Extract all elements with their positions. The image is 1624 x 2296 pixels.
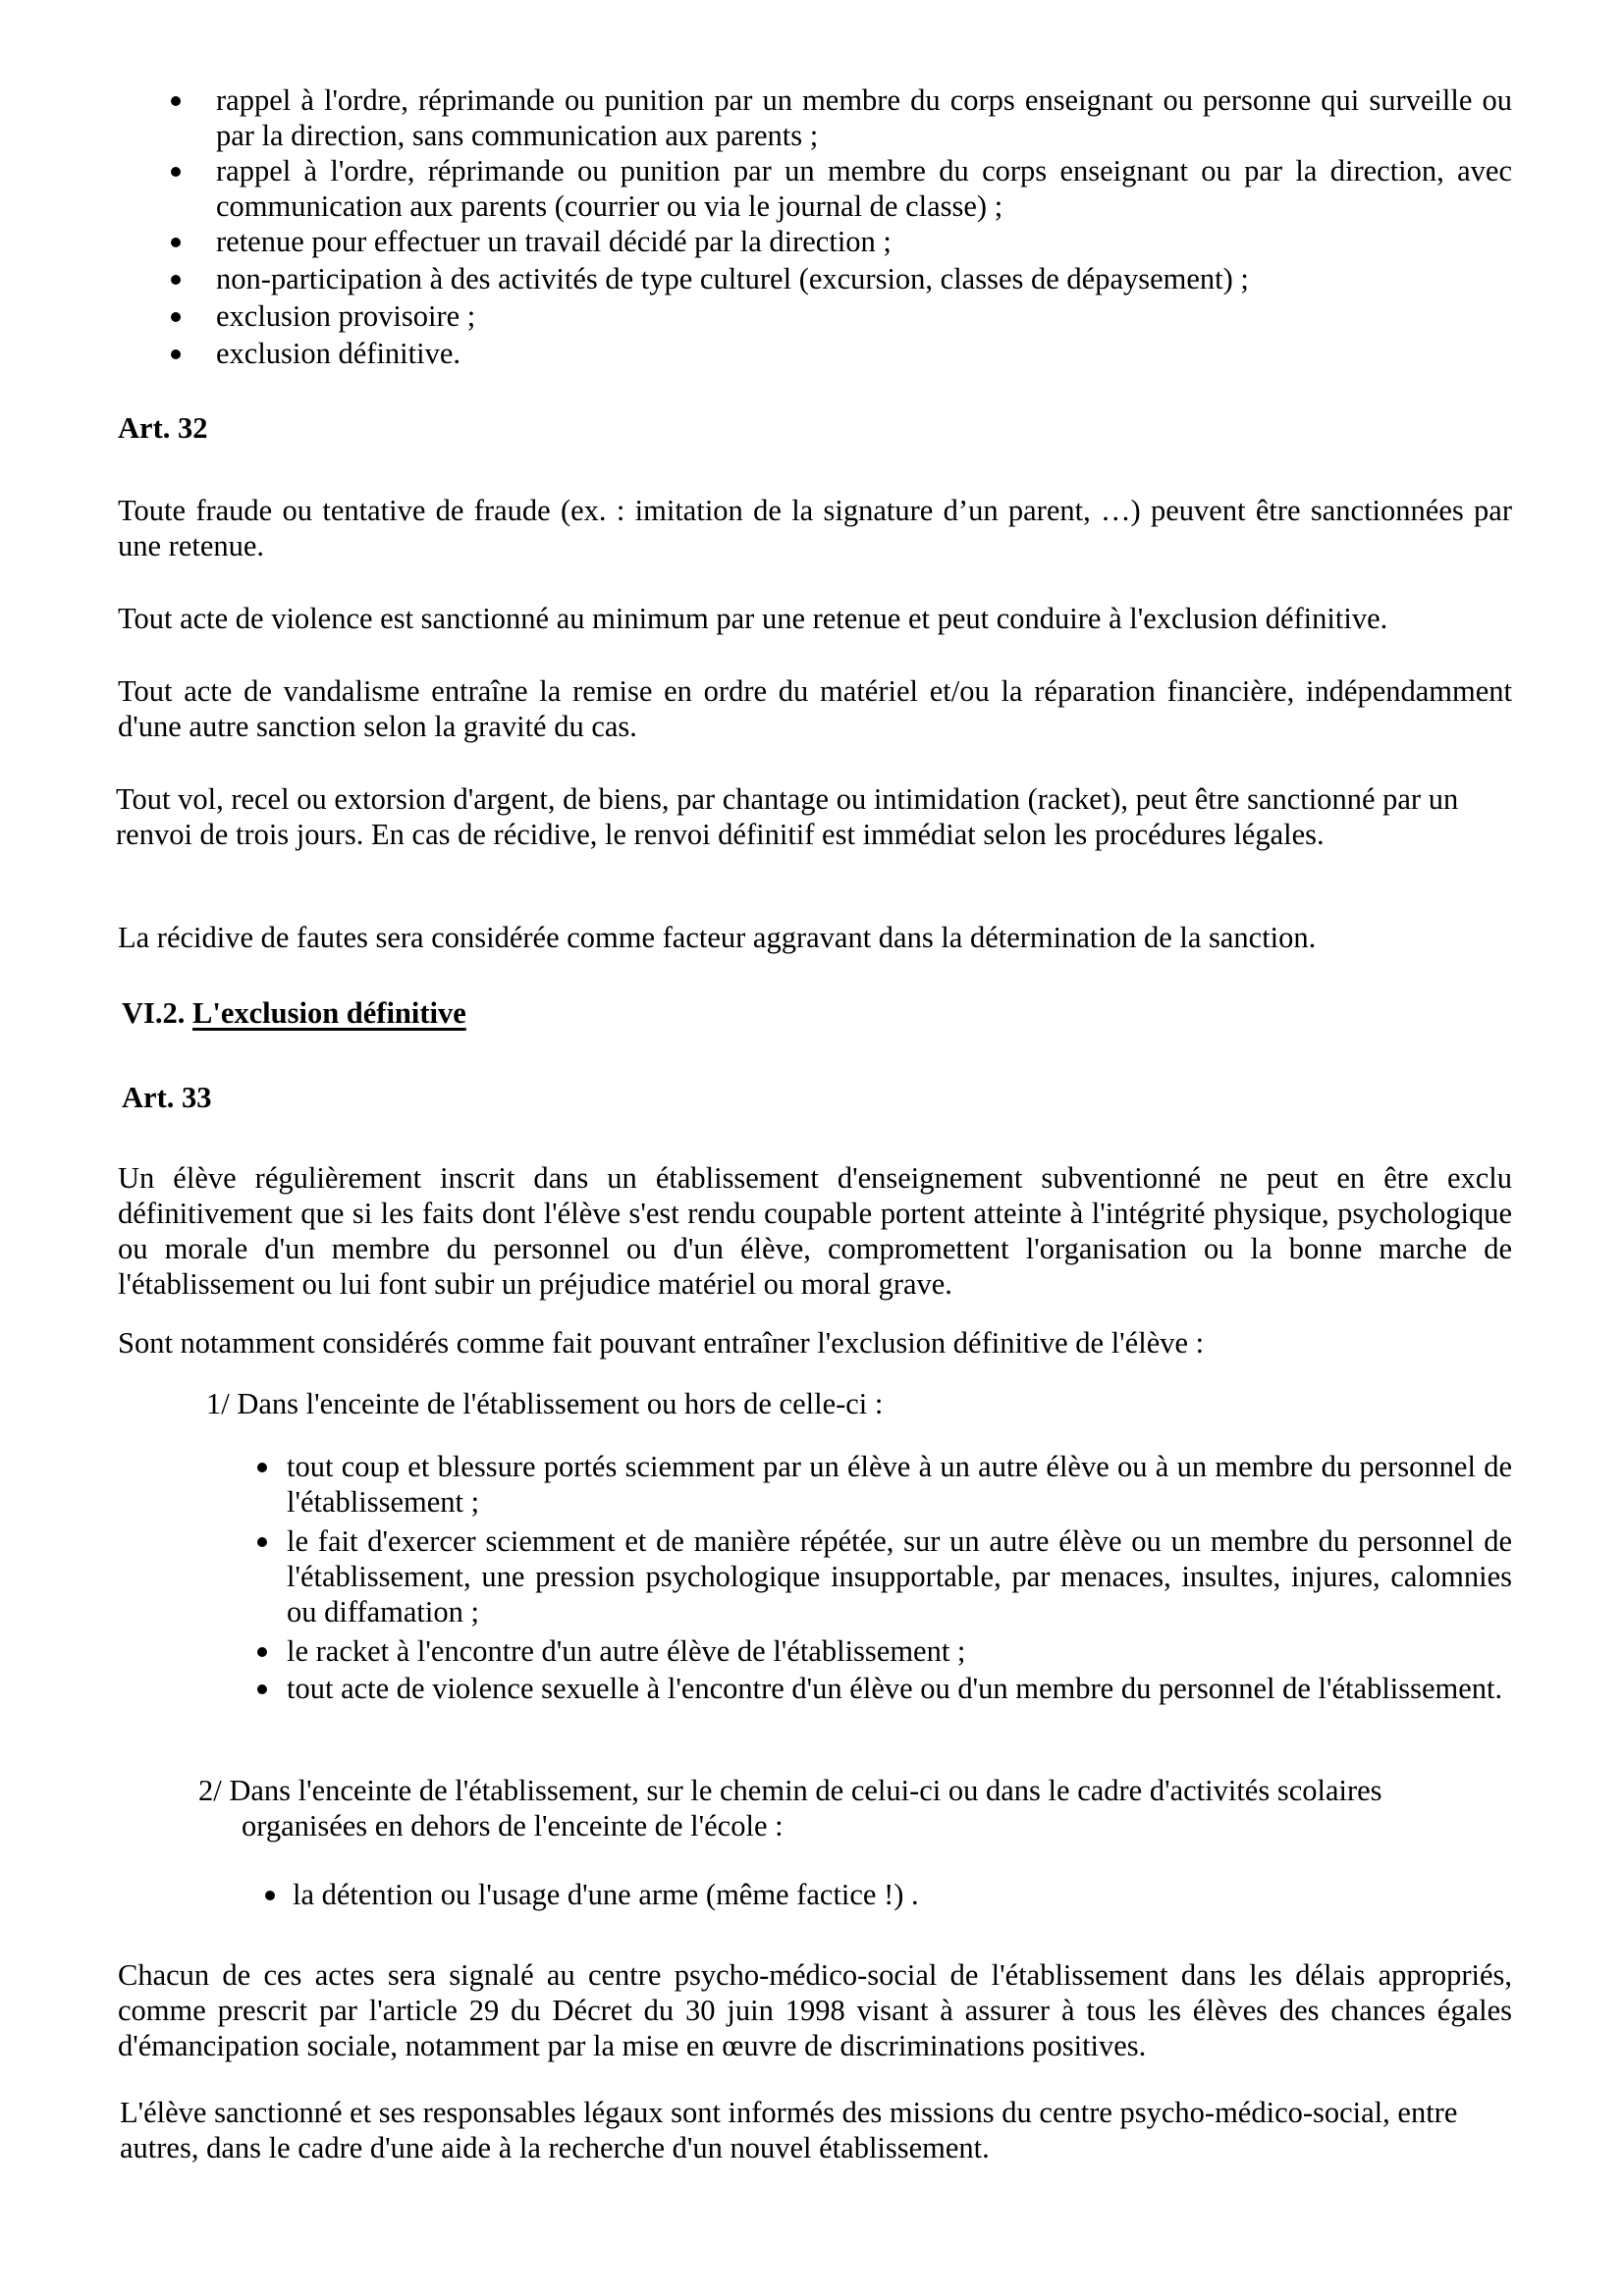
bullet-icon	[257, 1684, 267, 1694]
case-1-label: 1/ Dans l'enceinte de l'établissement ou hors de celle-ci :	[206, 1387, 884, 1420]
list-item: tout acte de violence sexuelle à l'encontre d'un élève ou d'un membre du personnel de l'établissement.	[253, 1671, 1512, 1745]
paragraph: L'élève sanctionné et ses responsables légaux sont informés des missions du centre psycho-médico-social, entre autres, dans le cadre d'une aide à la recherche d'un nouvel établissement.	[120, 2096, 1458, 2164]
bullet-icon	[265, 1891, 275, 1900]
list-item: exclusion provisoire ;	[118, 298, 1512, 336]
paragraph: Toute fraude ou tentative de fraude (ex. : imitation de la signature d’un parent, …) peuvent être sanctionnées par une retenue.	[118, 494, 1512, 562]
list-item: exclusion définitive.	[118, 336, 1512, 373]
paragraph: Tout vol, recel ou extorsion d'argent, de biens, par chantage ou intimidation (racket), peut être sanctionné par un renvoi de trois jours. En cas de récidive, le renvoi définitif est immédiat selon les procédures légales.	[116, 782, 1459, 851]
paragraph: Tout acte de violence est sanctionné au minimum par une retenue et peut conduire à l'exclusion définitive.	[118, 602, 1388, 635]
bullet-icon	[171, 275, 181, 285]
list-item: non-participation à des activités de type culturel (excursion, classes de dépaysement) ;	[118, 261, 1512, 298]
bullet-icon	[171, 349, 181, 359]
list-item: le fait d'exercer sciemment et de manière répétée, sur un autre élève ou un membre du personnel de l'établissement, une pression psychologique insupportable, par menaces, insultes, injures, calomnies ou diffamation ;	[253, 1523, 1512, 1633]
paragraph: La récidive de fautes sera considérée comme facteur aggravant dans la détermination de la sanction.	[118, 921, 1317, 954]
bullet-icon	[171, 238, 181, 247]
section-title: L'exclusion définitive	[192, 996, 466, 1030]
bullet-icon	[257, 1537, 267, 1547]
section-heading	[122, 995, 466, 1031]
section-number: VI.2.	[122, 996, 186, 1030]
case-2-list	[261, 1877, 1508, 1914]
list-item: tout coup et blessure portés sciemment par un élève à un autre élève ou à un membre du personnel de l'établissement ;	[253, 1449, 1512, 1523]
list-item: rappel à l'ordre, réprimande ou punition par un membre du corps enseignant ou par la direction, avec communication aux parents (courrier ou via le journal de classe) ;	[118, 153, 1512, 224]
bullet-icon	[171, 96, 181, 106]
paragraph: Chacun de ces actes sera signalé au centre psycho-médico-social de l'établissement dans les délais appropriés, comme prescrit par l'article 29 du Décret du 30 juin 1998 visant à assurer à tous les élèves des chances égales d'émancipation sociale, notamment par la mise en œuvre de discriminations positives.	[118, 1958, 1512, 2062]
case-1-list	[253, 1449, 1512, 1745]
paragraph: Sont notamment considérés comme fait pouvant entraîner l'exclusion définitive de l'élève :	[118, 1326, 1205, 1360]
case-2-label: 2/ Dans l'enceinte de l'établissement, sur le chemin de celui-ci ou dans le cadre d'activités scolaires organisées en dehors de l'enceinte de l'école :	[198, 1774, 1382, 1842]
bullet-icon	[171, 312, 181, 322]
bullet-icon	[257, 1463, 267, 1472]
list-item: rappel à l'ordre, réprimande ou punition par un membre du corps enseignant ou personne qui surveille ou par la direction, sans communication aux parents ;	[118, 82, 1512, 153]
list-item: retenue pour effectuer un travail décidé par la direction ;	[118, 224, 1512, 261]
list-item: la détention ou l'usage d'une arme (même factice !) .	[261, 1877, 1508, 1914]
article-33-heading: Art. 33	[122, 1081, 212, 1114]
article-32-heading: Art. 32	[118, 411, 208, 445]
sanctions-list	[118, 82, 1512, 373]
bullet-icon	[171, 167, 181, 177]
bullet-icon	[257, 1647, 267, 1657]
list-item: le racket à l'encontre d'un autre élève de l'établissement ;	[253, 1633, 1512, 1671]
paragraph: Tout acte de vandalisme entraîne la remise en ordre du matériel et/ou la réparation financière, indépendamment d'une autre sanction selon la gravité du cas.	[118, 674, 1512, 743]
paragraph: Un élève régulièrement inscrit dans un établissement d'enseignement subventionné ne peut en être exclu définitivement que si les faits dont l'élève s'est rendu coupable portent atteinte à l'intégrité physique, psychologique ou morale d'un membre du personnel ou d'un élève, compromettent l'organisation ou la bonne marche de l'établissement ou lui font subir un préjudice matériel ou moral grave.	[118, 1161, 1512, 1301]
